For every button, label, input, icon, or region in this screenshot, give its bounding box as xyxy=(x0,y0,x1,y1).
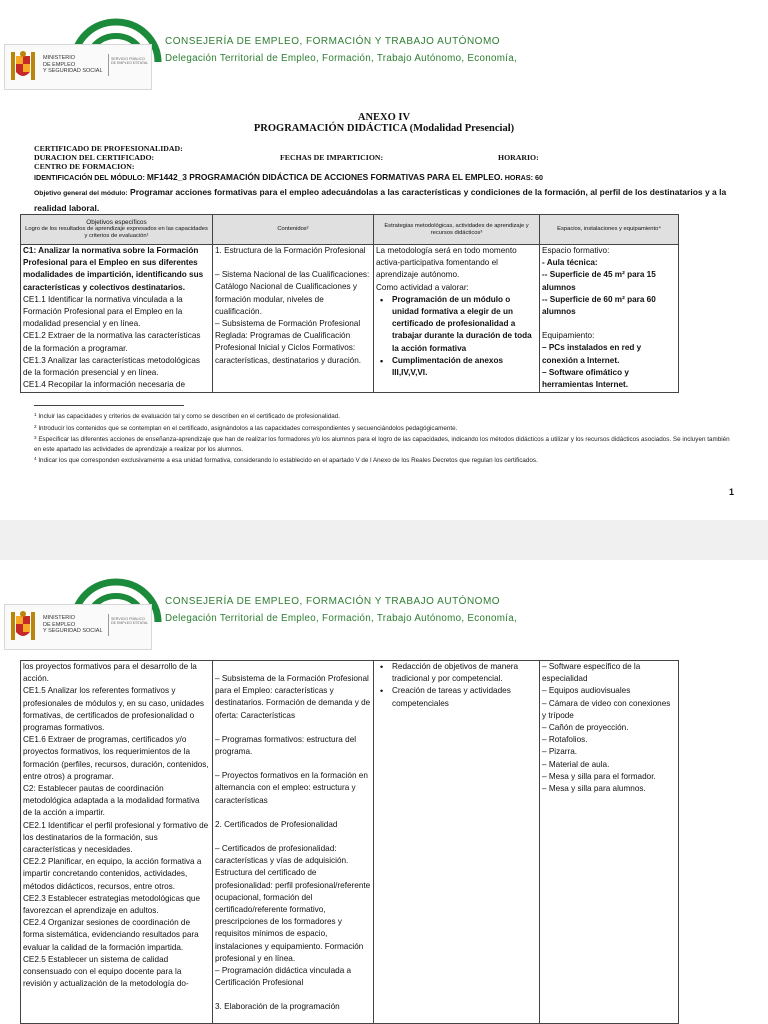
programming-table xyxy=(20,214,679,393)
activity-list xyxy=(376,294,537,379)
servicio-name: SERVICIO PÚBLICO DE EMPLEO ESTATAL xyxy=(111,57,149,66)
document-titles xyxy=(0,112,768,134)
servicio-name: SERVICIO PÚBLICO DE EMPLEO ESTATAL xyxy=(111,617,149,626)
centro-label: CENTRO DE FORMACION: xyxy=(34,162,135,171)
footnote-rule xyxy=(34,405,184,406)
table-row xyxy=(21,245,679,393)
module-hours: HORAS: 60 xyxy=(504,173,544,182)
objective-text: Programar acciones formativas para el empleo adecuándolas a las características y condiciones de la formación, al perfil de los destinatarios y a la realidad laboral. xyxy=(34,187,727,213)
anexo-title: ANEXO IV xyxy=(357,112,411,123)
footnotes xyxy=(34,410,734,466)
list-item: • Cumplimentación de anexos III,IV,V,VI. xyxy=(376,355,537,379)
espacios-cell: Espacio formativo: - Aula técnica: -- Superficie de 45 m² para 15 alumnos -- Superficie de 60 m² para 60 alumnos Equipamiento: – PCs instalados en red y conexión a Internet. – Software ofimático y herramientas Internet. xyxy=(542,246,656,390)
module-objective xyxy=(34,185,734,216)
delegacion-heading: Delegación Territorial de Empleo, Formación, Trabajo Autónomo, Economía, xyxy=(165,53,517,64)
header-espacios: Espacios, instalaciones y equipamiento⁴ xyxy=(540,215,679,245)
footnote-3: $^3$ Especificar las diferentes acciones de enseñanza-aprendizaje que han de realizar los formadores y/o los alumnos para el logro de las capacidades, indicando los métodos didácticos a utilizar y los recursos didácticos asociados. Se incluyen también en este apartado las actividades de aprendizaje a realizar por los alumnos. xyxy=(34,435,730,453)
list-item: • Redacción de objetivos de manera tradicional y por competencial. xyxy=(376,661,537,685)
coat-of-arms-icon xyxy=(9,610,37,644)
estrategias-cell: La metodología será en todo momento activa-participativa fomentando el aprendizaje autónomo. Como actividad a valorar: • Programación de un módulo o unidad formativa a elegir de un certificado de profesionalidad a trabajar durante la duración de toda la acción formativa • Cumplimentación de anexos III,IV,V,VI. xyxy=(374,245,539,391)
page-header xyxy=(0,0,768,100)
footnote-2: $^2$ Introducir los contenidos que se contemplan en el certificado, asignándolos a las capacidades correspondientes y secuenciándolos pedagógicamente. xyxy=(34,423,458,432)
programming-table-continued xyxy=(20,660,679,1024)
horario-label: HORARIO: xyxy=(498,153,539,162)
activity-list xyxy=(376,661,537,710)
ministry-logo xyxy=(4,44,152,90)
page-header xyxy=(0,560,768,660)
table-row xyxy=(21,661,679,1024)
objective-label: Objetivo general del módulo: xyxy=(34,190,128,197)
objetivos-cell: los proyectos formativos para el desarrollo de la acción. CE1.5 Analizar los referentes formativos y profesionales de módulos y, en su caso, unidades formativas, de certificados de profesionalidad o programas formativos. CE1.6 Extraer de programas, certificados y/o proyectos formativos, los requerimientos de la formación (perfiles, recursos, duración, contenidos, entre otros) a programar. C2: Establecer pautas de coordinación metodológica adaptada a la modalidad formativa de la acción a impartir. CE2.1 Identificar el perfil profesional y formativo de los destinatarios de la formación, sus características y necesidades. CE2.2 Planificar, en equipo, la acción formativa a impartir concretando contenidos, actividades, métodos didácticos, recursos, entre otros. CE2.3 Establecer estrategias metodológicas que favorezcan el aprendizaje en adultos. CE2.4 Organizar sesiones de coordinación de forma sistemática, evidenciando resultados para evaluar la calidad de la formación impartida. CE2.5 Establecer un sistema de calidad consensuado con el equipo docente para la revisión y actualización de la metodología do- xyxy=(23,662,209,989)
page-gap xyxy=(0,520,768,560)
logo-divider xyxy=(108,54,109,76)
list-item: • Programación de un módulo o unidad formativa a elegir de un certificado de profesionalidad a trabajar durante la duración de toda la acción formativa xyxy=(376,294,537,355)
fechas-label: FECHAS DE IMPARTICION: xyxy=(280,153,384,162)
consejeria-heading: CONSEJERÍA DE EMPLEO, FORMACIÓN Y TRABAJO AUTÓNOMO xyxy=(165,36,501,47)
footnote-4: $^4$ Indicar los que corresponden exclusivamente a esa unidad formativa, considerando lo establecido en el apartado V de l Anexo de los Reales Decretos que regulan los certificados. xyxy=(34,456,538,465)
ministry-name: MINISTERIO DE EMPLEO Y SEGURIDAD SOCIAL xyxy=(43,55,103,74)
consejeria-heading: CONSEJERÍA DE EMPLEO, FORMACIÓN Y TRABAJO AUTÓNOMO xyxy=(165,596,501,607)
coat-of-arms-icon xyxy=(9,50,37,84)
espacios-cell: – Software específico de la especialidad – Equipos audiovisuales – Cámara de video con conexiones y trípode – Cañón de proyección. – Rotafolios. – Pizarra. – Material de aula. – Mesa y silla para el formador. – Mesa y silla para alumnos. xyxy=(542,662,671,794)
delegacion-heading: Delegación Territorial de Empleo, Formación, Trabajo Autónomo, Economía, xyxy=(165,613,517,624)
ident-label: IDENTIFICACIÓN DEL MÓDULO: xyxy=(34,173,145,182)
ministry-logo xyxy=(4,604,152,650)
logo-divider xyxy=(108,614,109,636)
certificado-label: CERTIFICADO DE PROFESIONALIDAD: xyxy=(34,144,183,153)
ministry-name: MINISTERIO DE EMPLEO Y SEGURIDAD SOCIAL xyxy=(43,615,103,634)
ident-value: MF1442_3 PROGRAMACIÓN DIDÁCTICA DE ACCIONES FORMATIVAS PARA EL EMPLEO. xyxy=(146,172,503,182)
contenidos-cell: 1. Estructura de la Formación Profesional – Sistema Nacional de las Cualificaciones: Catálogo Nacional de Cualificaciones y formación modular, niveles de cualificación. – Subsistema de Formación Profesional Reglada: Programas de Cualificación Profesional Inicial y Ciclos Formativos: características, destinatarios y duración. xyxy=(215,246,370,365)
footnote-1: $^1$ Incluir las capacidades y criterios de evaluación tal y como se describen en el certificado de profesionalidad. xyxy=(34,412,341,420)
module-identification xyxy=(34,172,543,182)
page-number: 1 xyxy=(728,487,734,497)
header-estrategias: Estrategias metodológicas, actividades de aprendizaje y recursos didácticos³ xyxy=(374,215,540,245)
list-item: • Creación de tareas y actividades competenciales xyxy=(376,685,537,709)
duracion-label: DURACION DEL CERTIFICADO: xyxy=(34,153,155,162)
objetivos-cell: C1: Analizar la normativa sobre la Formación Profesional para el Empleo en sus diferentes modalidades de impartición, identificando sus características y colectivos destinatarios. CE1.1 Identificar la normativa vinculada a la Formación Profesional para el Empleo en la modalidad presencial y en línea. CE1.2 Extraer de la normativa las características de la formación a programar. CE1.3 Analizar las características metodológicas de la formación presencial y en línea. CE1.4 Recopilar la información necesaria de xyxy=(23,246,204,390)
estrategias-cell xyxy=(374,661,539,1023)
contenidos-cell: – Subsistema de la Formación Profesional para el Empleo: características y destinatarios. Formación de demanda y de oferta: Características – Programas formativos: estructura del programa. – Proyectos formativos en la formación en alternancia con el empleo: estructura y características 2. Certificados de Profesionalidad – Certificados de profesionalidad: características y vías de adquisición. Estructura del certificado de profesionalidad: perfil profesional/referente ocupacional, formación del certificado/referente formativo, prescripciones de los formadores y requisitos mínimos de espacio, instalaciones y equipamiento. Formación profesional y en línea. – Programación didáctica vinculada a Certificación Profesional 3. Elaboración de la programación xyxy=(215,674,371,1012)
header-objetivos: Objetivos específicos Logro de los resultados de aprendizaje expresados en las capacidades y criterios de evaluación¹ xyxy=(21,215,213,245)
header-contenidos: Contenidos² xyxy=(213,215,374,245)
table-header-row xyxy=(21,215,679,245)
programacion-title: PROGRAMACIÓN DIDÁCTICA (Modalidad Presencial) xyxy=(253,123,515,134)
